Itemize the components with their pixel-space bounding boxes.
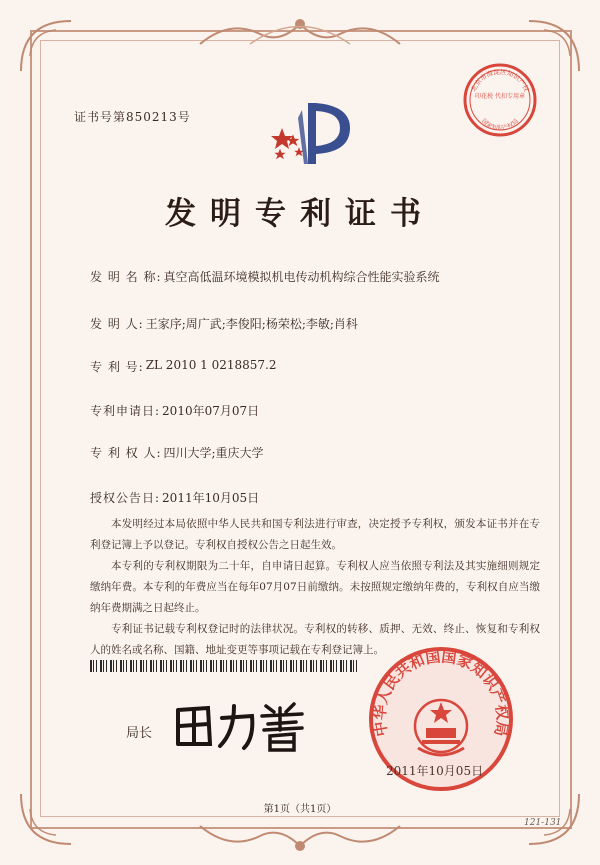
barcode-bar xyxy=(166,660,167,672)
invention-name-value: 真空高低温环境模拟机电传动机构综合性能实验系统 xyxy=(163,270,440,284)
barcode-bar xyxy=(216,660,217,672)
barcode-bar xyxy=(356,660,357,672)
barcode-bar xyxy=(350,660,352,672)
barcode-bar xyxy=(143,660,144,672)
barcode-bar xyxy=(223,660,224,672)
barcode-bar xyxy=(306,660,307,672)
invention-name-label: 发 明 名 称: xyxy=(90,270,162,284)
barcode-bar xyxy=(180,660,182,672)
svg-text:北京市海淀区知识产权 xyxy=(469,67,532,93)
barcode-bar xyxy=(120,660,122,672)
barcode-bar xyxy=(123,660,124,672)
barcode-bar xyxy=(103,660,104,672)
barcode-bar xyxy=(293,660,294,672)
barcode-bar xyxy=(116,660,117,672)
barcode-bar xyxy=(313,660,314,672)
field-patent-number xyxy=(90,358,277,375)
barcode-bar xyxy=(93,660,94,672)
barcode-bar xyxy=(340,660,342,672)
barcode-bar xyxy=(186,660,187,672)
certificate-number: 证书号第850213号 xyxy=(74,110,191,124)
corner-ornament-bl xyxy=(16,789,76,849)
barcode-bar xyxy=(346,660,347,672)
barcode-bar xyxy=(243,660,244,672)
barcode-bar xyxy=(96,660,97,672)
barcode-bar xyxy=(200,660,202,672)
barcode-bar xyxy=(213,660,214,672)
barcode-bar xyxy=(110,660,112,672)
barcode-bar xyxy=(323,660,324,672)
barcode-bar xyxy=(183,660,184,672)
barcode-bar xyxy=(273,660,274,672)
issue-date: 2011年10月05日 xyxy=(386,764,484,778)
barcode-bar xyxy=(280,660,282,672)
barcode-bar xyxy=(283,660,284,672)
patent-number-label: 专 利 号: xyxy=(90,360,144,374)
barcode-bar xyxy=(240,660,242,672)
barcode-bar xyxy=(130,660,132,672)
page-number: 第1页（共1页） xyxy=(263,804,337,815)
paragraph-term: 本专利的专利权期限为二十年，自申请日起算。专利权人应当依照专利法及其实施细则规定缴纳年费。本专利的年费应当在每年07月07日前缴纳。未按照规定缴纳年费的，专利权自应当缴纳年费期满之日起终止。 xyxy=(90,560,540,614)
barcode-bar xyxy=(140,660,142,672)
barcode-bar xyxy=(226,660,227,672)
barcode-bar xyxy=(100,660,102,672)
barcode-bar xyxy=(333,660,334,672)
barcode-bar xyxy=(156,660,157,672)
barcode-bar xyxy=(206,660,207,672)
patent-number-value: ZL 2010 1 0218857.2 xyxy=(145,358,277,372)
barcode-bar xyxy=(136,660,137,672)
barcode-bar xyxy=(263,660,264,672)
announce-date-value: 2011年10月05日 xyxy=(162,491,260,505)
barcode xyxy=(90,660,360,672)
bottom-ornament xyxy=(190,816,410,856)
patentee-value: 四川大学;重庆大学 xyxy=(163,446,264,460)
barcode-bar xyxy=(190,660,192,672)
barcode-bar xyxy=(170,660,172,672)
barcode-bar xyxy=(250,660,252,672)
barcode-bar xyxy=(316,660,317,672)
barcode-bar xyxy=(113,660,114,672)
announce-date-label: 授权公告日: xyxy=(90,491,161,505)
field-invention-name xyxy=(90,268,440,285)
barcode-bar xyxy=(253,660,254,672)
barcode-bar xyxy=(173,660,174,672)
sipo-logo-icon xyxy=(268,98,358,168)
field-announce-date xyxy=(90,489,259,506)
svg-text:国家知识产权局 xyxy=(480,117,520,132)
small-seal-bottom-text: 国家知识产权局 xyxy=(479,117,521,132)
barcode-bar xyxy=(193,660,194,672)
barcode-bar xyxy=(300,660,302,672)
paragraph-legal-status: 专利证书记载专利权登记时的法律状况。专利权的转移、质押、无效、终止、恢复和专利权人的姓名或名称、国籍、地址变更等事项记载在专利登记簿上。 xyxy=(90,623,540,656)
barcode-bar xyxy=(196,660,197,672)
barcode-bar xyxy=(210,660,212,672)
barcode-bar xyxy=(203,660,204,672)
barcode-bar xyxy=(106,660,107,672)
corner-ornament-tl xyxy=(16,16,76,76)
barcode-bar xyxy=(260,660,262,672)
handwritten-note: 121-131 xyxy=(524,818,562,828)
barcode-bar xyxy=(150,660,152,672)
barcode-bar xyxy=(220,660,222,672)
barcode-bar xyxy=(286,660,287,672)
field-filing-date xyxy=(90,402,259,419)
filing-date-value: 2010年07月07日 xyxy=(162,404,260,418)
barcode-bar xyxy=(90,660,92,672)
top-ornament xyxy=(190,14,410,54)
barcode-bar xyxy=(256,660,257,672)
barcode-bar xyxy=(163,660,164,672)
barcode-bar xyxy=(320,660,322,672)
field-inventors xyxy=(90,315,358,332)
inventors-value: 王家序;周广武;李俊阳;杨荣松;李敏;肖科 xyxy=(145,317,358,331)
filing-date-label: 专利申请日: xyxy=(90,404,161,418)
patentee-label: 专 利 权 人: xyxy=(90,446,162,460)
barcode-bar xyxy=(230,660,232,672)
barcode-bar xyxy=(266,660,267,672)
paragraph-grant: 本发明经过本局依照中华人民共和国专利法进行审查，决定授予专利权，颁发本证书并在专利登记簿上予以登记。专利权自授权公告之日起生效。 xyxy=(90,518,540,551)
director-signature xyxy=(170,698,310,754)
barcode-bar xyxy=(153,660,154,672)
barcode-bar xyxy=(336,660,337,672)
barcode-bar xyxy=(176,660,177,672)
barcode-bar xyxy=(326,660,327,672)
page-title: 发明专利证书 xyxy=(165,196,435,232)
field-patentee xyxy=(90,444,264,461)
small-seal-outer-text: 北京市海淀区知识产权 xyxy=(469,67,531,93)
barcode-bar xyxy=(296,660,297,672)
barcode-bar xyxy=(133,660,134,672)
barcode-bar xyxy=(330,660,332,672)
official-seal-text: 中华人民共和国国家知识产权局 xyxy=(370,647,512,738)
barcode-bar xyxy=(353,660,354,672)
small-seal-center-text: 印花税 代扣专用章 xyxy=(475,93,525,100)
barcode-bar xyxy=(236,660,237,672)
barcode-bar xyxy=(160,660,162,672)
barcode-bar xyxy=(303,660,304,672)
barcode-bar xyxy=(343,660,344,672)
inventors-label: 发 明 人: xyxy=(90,317,144,331)
barcode-bar xyxy=(270,660,272,672)
barcode-bar xyxy=(126,660,127,672)
barcode-bar xyxy=(276,660,277,672)
barcode-bar xyxy=(233,660,234,672)
barcode-bar xyxy=(310,660,312,672)
director-label: 局长 xyxy=(126,726,153,741)
barcode-bar xyxy=(246,660,247,672)
barcode-bar xyxy=(290,660,292,672)
tax-stamp-seal-icon xyxy=(462,62,538,138)
barcode-bar xyxy=(146,660,147,672)
